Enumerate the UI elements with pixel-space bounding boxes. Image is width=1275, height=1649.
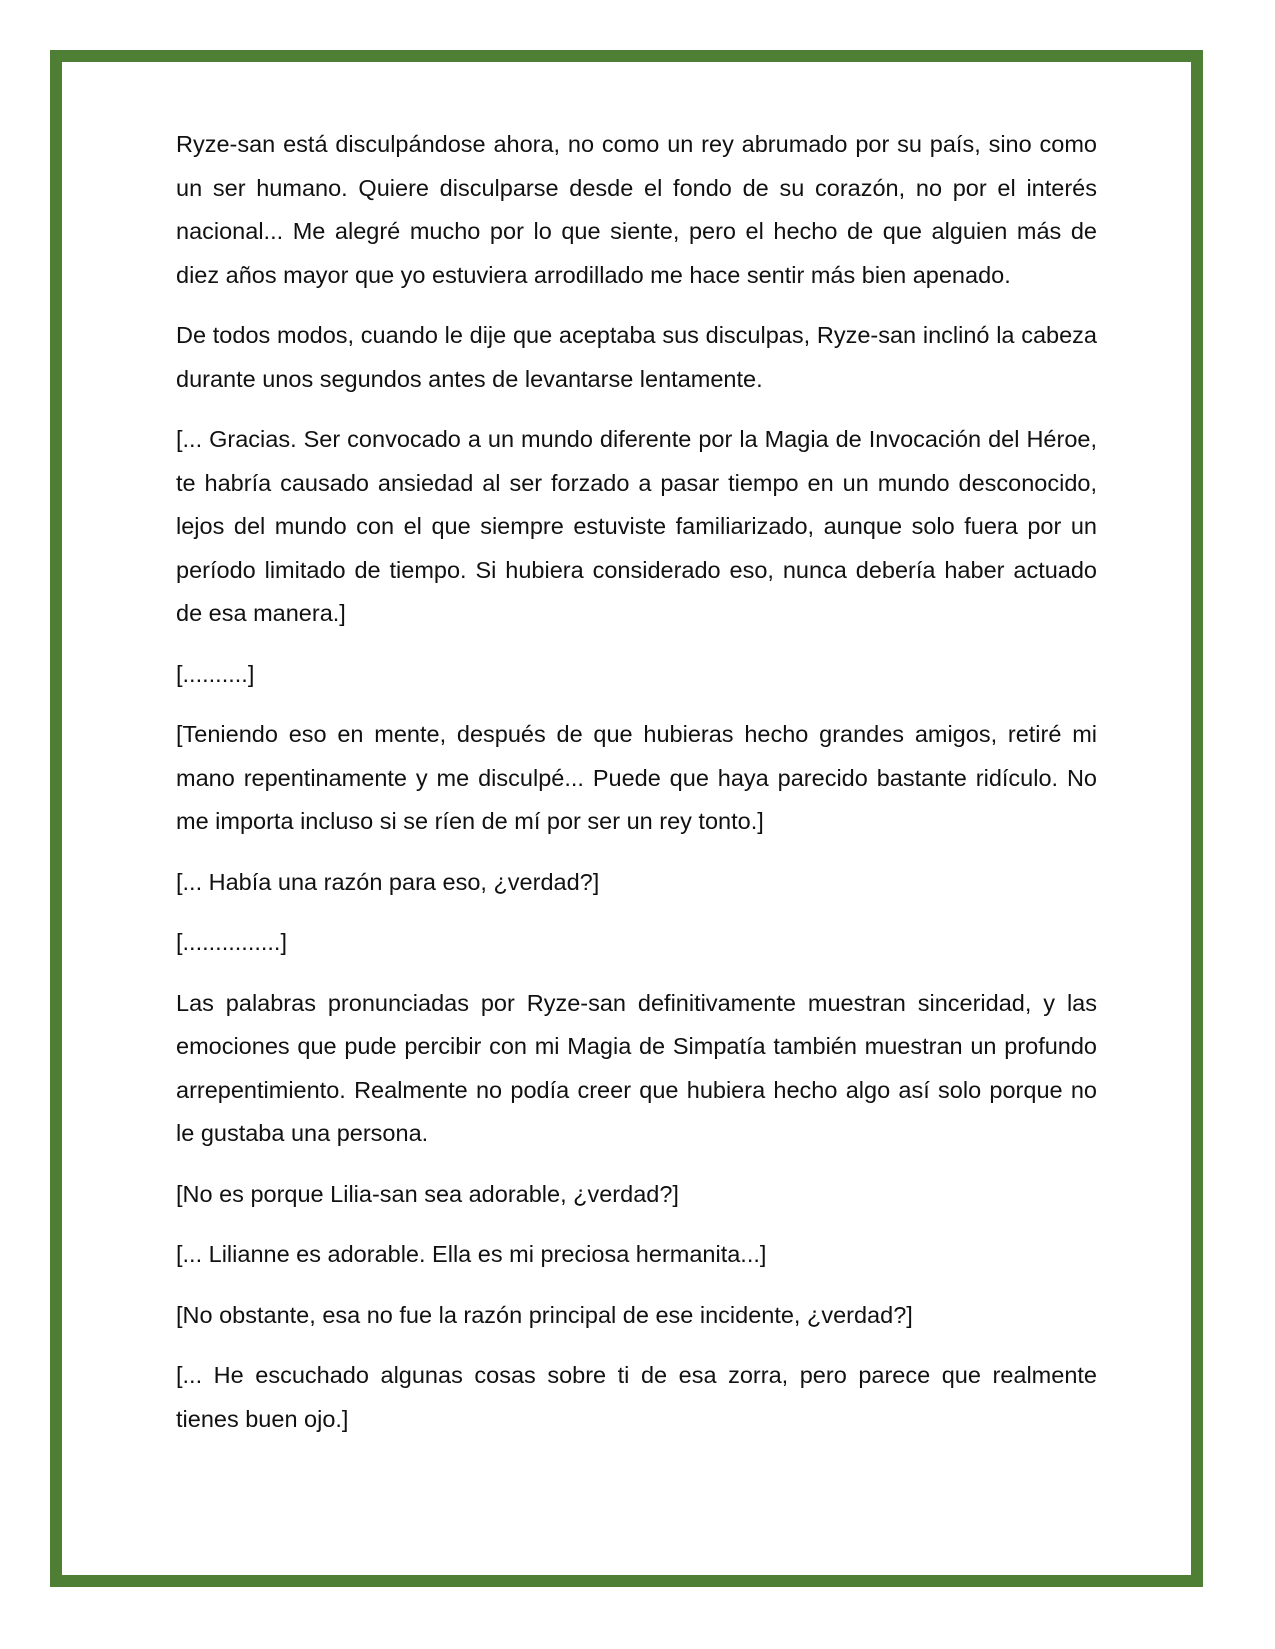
paragraph-3: [... Gracias. Ser convocado a un mundo diferente por la Magia de Invocación del Héroe, te habría causado ansiedad al ser forzado a pasar tiempo en un mundo desconocido, lejos del mundo con el que siempre estuviste familiarizado, aunque solo fuera por un período limitado de tiempo. Si hubiera considerado eso, nunca debería haber actuado de esa manera.]: [176, 426, 1097, 626]
paragraph-9: [No es porque Lilia-san sea adorable, ¿verdad?]: [176, 1180, 679, 1207]
paragraph-1: Ryze-san está disculpándose ahora, no como un rey abrumado por su país, sino como un ser humano. Quiere disculparse desde el fondo de su corazón, no por el interés nacional... Me alegré mucho por lo que siente, pero el hecho de que alguien más de diez años mayor que yo estuviera arrodillado me hace sentir más bien apenado.: [176, 131, 1097, 288]
paragraph-4: [..........]: [176, 660, 255, 687]
paragraph-10: [... Lilianne es adorable. Ella es mi preciosa hermanita...]: [176, 1241, 767, 1267]
paragraph-7: [...............]: [176, 929, 287, 955]
paragraph-5: [Teniendo eso en mente, después de que hubieras hecho grandes amigos, retiré mi mano repentinamente y me disculpé... Puede que haya parecido bastante ridículo. No me importa incluso si se ríen de mí por ser un rey tonto.]: [176, 721, 1097, 834]
paragraph-8: Las palabras pronunciadas por Ryze-san definitivamente muestran sinceridad, y las emociones que pude percibir con mi Magia de Simpatía también muestran un profundo arrepentimiento. Realmente no podía creer que hubiera hecho algo así solo porque no le gustaba una persona.: [176, 989, 1097, 1146]
paragraph-11: [No obstante, esa no fue la razón principal de ese incidente, ¿verdad?]: [176, 1301, 913, 1328]
paragraph-6: [... Había una razón para eso, ¿verdad?]: [176, 868, 600, 895]
page-body: [176, 123, 1097, 1458]
paragraph-2: De todos modos, cuando le dije que aceptaba sus disculpas, Ryze-san inclinó la cabeza durante unos segundos antes de levantarse lentamente.: [176, 322, 1097, 392]
paragraph-12: [... He escuchado algunas cosas sobre ti de esa zorra, pero parece que realmente tienes buen ojo.]: [176, 1362, 1097, 1432]
